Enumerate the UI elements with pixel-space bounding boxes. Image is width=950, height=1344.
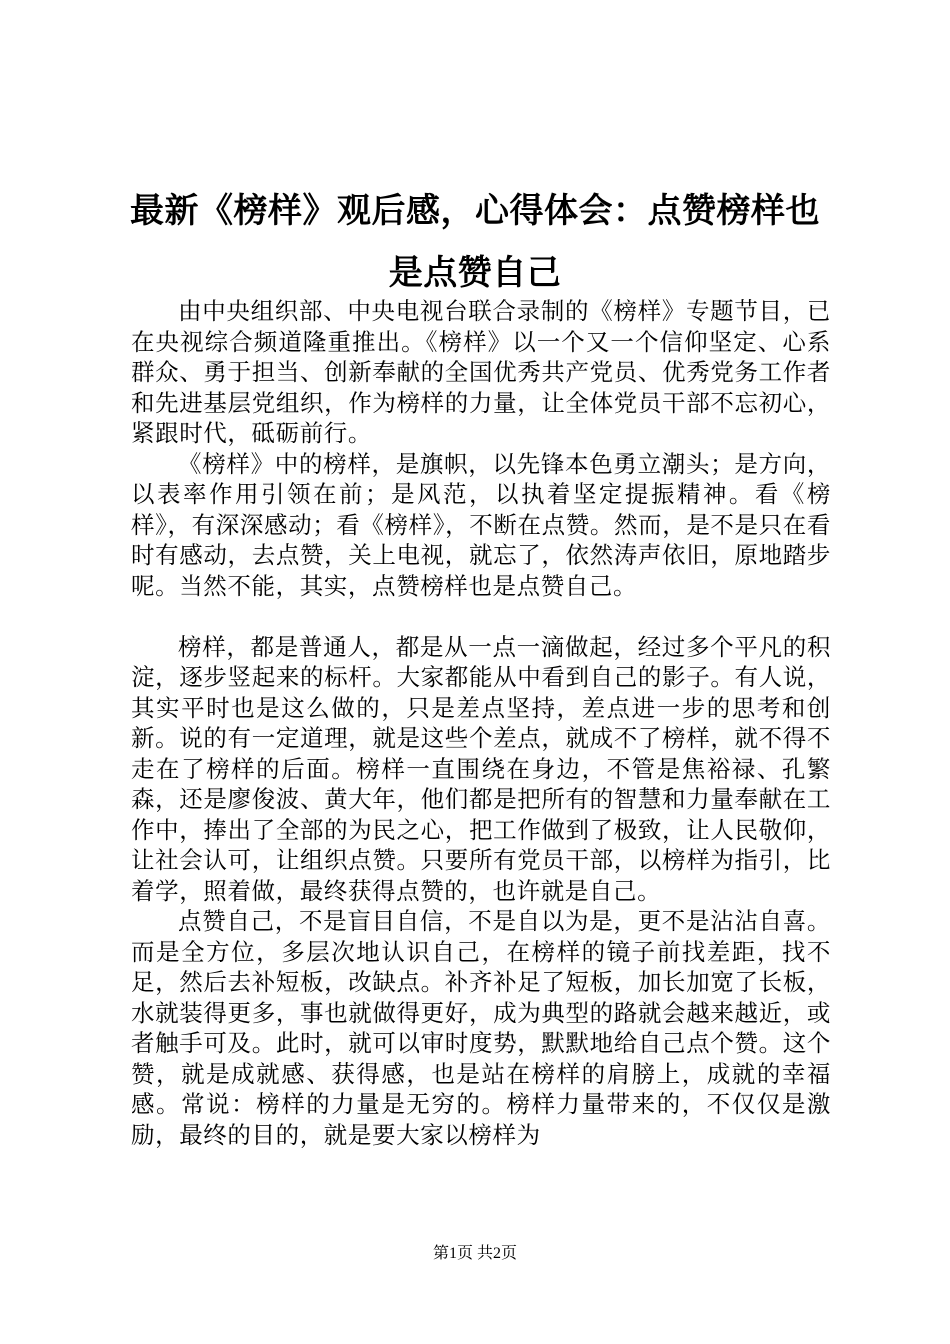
paragraph: 由中央组织部、中央电视台联合录制的《榜样》专题节目，已在央视综合频道隆重推出。《榜样》以一个又一个信仰坚定、心系群众、勇于担当、创新奉献的全国优秀共产党员、优秀党务工作者和先进基层党组织，作为榜样的力量，让全体党员干部不忘初心，紧跟时代，砥砺前行。 (131, 297, 831, 447)
paragraph: 榜样，都是普通人，都是从一点一滴做起，经过多个平凡的积淀，逐步竖起来的标杆。大家都能从中看到自己的影子。有人说，其实平时也是这么做的，只是差点坚持，差点进一步的思考和创新。说的有一定道理，就是这些个差点，就成不了榜样，就不得不走在了榜样的后面。榜样一直围绕在身边，不管是焦裕禄、孔繁森，还是廖俊波、黄大年，他们都是把所有的智慧和力量奉献在工作中，捧出了全部的为民之心，把工作做到了极致，让人民敬仰，让社会认可，让组织点赞。只要所有党员干部，以榜样为指引，比着学，照着做，最终获得点赞的，也许就是自己。 (131, 632, 831, 905)
page-footer: 第1页 共2页 (432, 1245, 517, 1262)
document-title: 最新《榜样》观后感，心得体会：点赞榜样也是点赞自己 (130, 191, 820, 293)
paragraph: 《榜样》中的榜样，是旗帜，以先锋本色勇立潮头；是方向，以表率作用引领在前；是风范，以执着坚定提振精神。看《榜样》，有深深感动；看《榜样》，不断在点赞。然而，是不是只在看时有感动，去点赞，关上电视，就忘了，依然涛声依旧，原地踏步呢。当然不能，其实，点赞榜样也是点赞自己。 (131, 449, 831, 600)
document-body (131, 296, 831, 1150)
paragraph: 点赞自己，不是盲目自信，不是自以为是，更不是沾沾自喜。而是全方位，多层次地认识自己，在榜样的镜子前找差距，找不足，然后去补短板，改缺点。补齐补足了短板，加长加宽了长板，水就装得更多，事也就做得更好，成为典型的路就会越来越近，或者触手可及。此时，就可以审时度势，默默地给自己点个赞。这个赞，就是成就感、获得感，也是站在榜样的肩膀上，成就的幸福感。常说：榜样的力量是无穷的。榜样力量带来的，不仅仅是激励，最终的目的，就是要大家以榜样为 (131, 907, 831, 1149)
blank-line (131, 601, 831, 632)
